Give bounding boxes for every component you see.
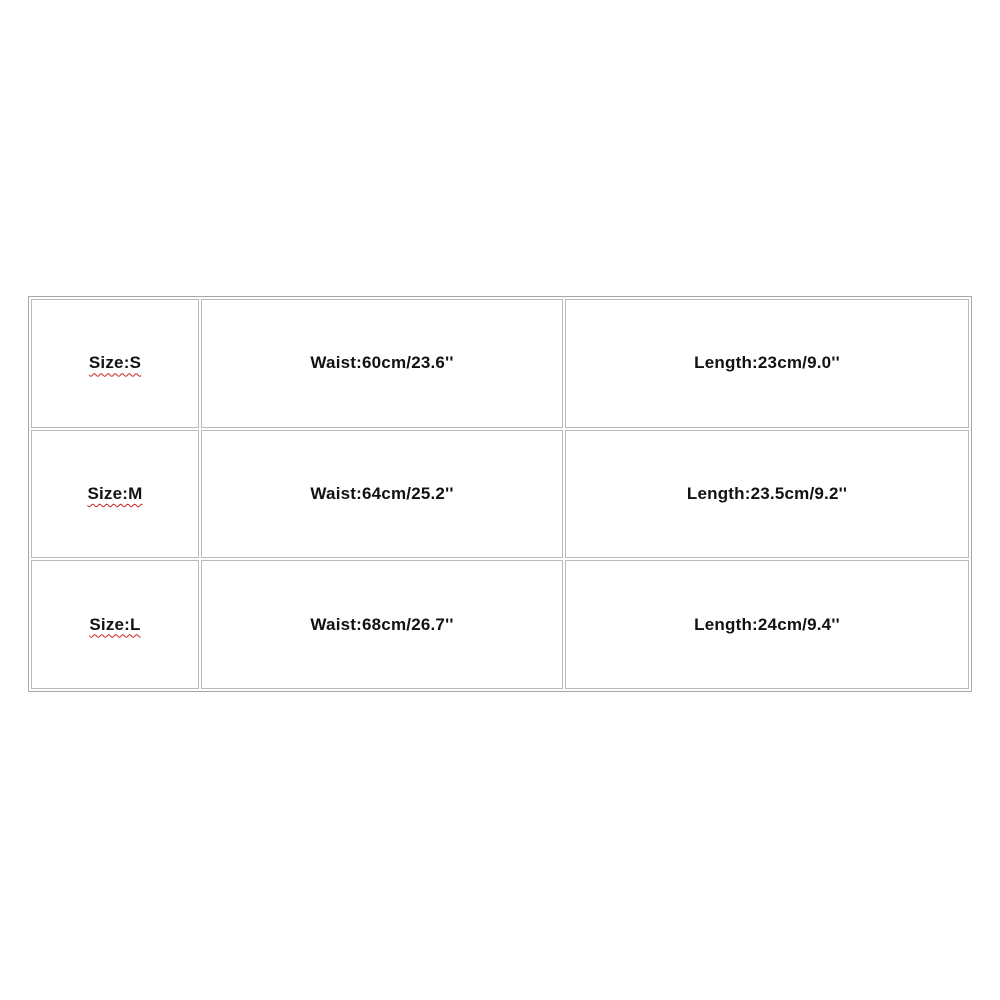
length-cell: Length:24cm/9.4'' bbox=[565, 560, 969, 689]
waist-cell: Waist:68cm/26.7'' bbox=[201, 560, 563, 689]
table-row-size-m bbox=[31, 430, 969, 559]
table-row-size-l bbox=[31, 560, 969, 689]
table-row-size-s bbox=[31, 299, 969, 428]
size-label: Size:S bbox=[88, 353, 142, 373]
waist-cell: Waist:64cm/25.2'' bbox=[201, 430, 563, 559]
length-cell: Length:23cm/9.0'' bbox=[565, 299, 969, 428]
waist-cell: Waist:60cm/23.6'' bbox=[201, 299, 563, 428]
size-cell bbox=[31, 560, 199, 689]
size-cell bbox=[31, 430, 199, 559]
size-label: Size:M bbox=[87, 483, 143, 503]
size-label: Size:L bbox=[89, 614, 141, 634]
size-chart-table bbox=[28, 296, 972, 692]
size-cell bbox=[31, 299, 199, 428]
length-cell: Length:23.5cm/9.2'' bbox=[565, 430, 969, 559]
